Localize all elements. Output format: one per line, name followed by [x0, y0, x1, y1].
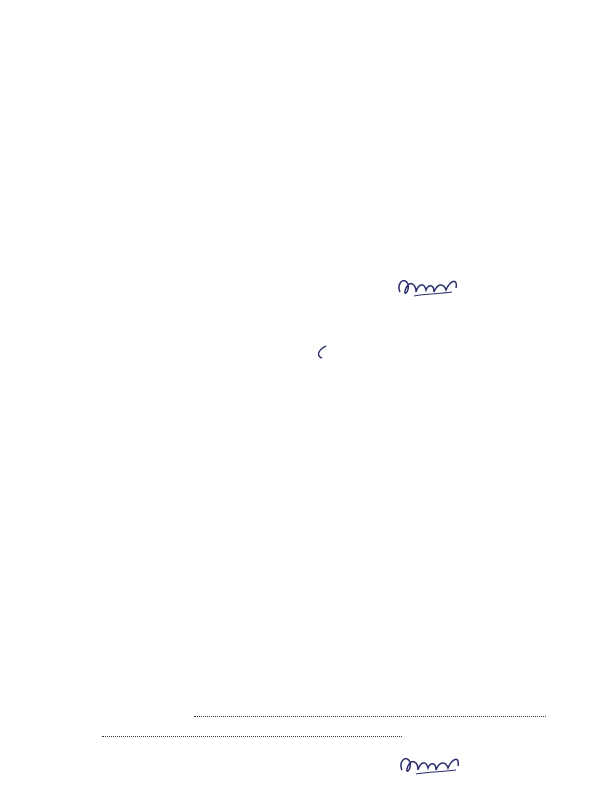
item-12-dotted-line-2 [102, 736, 402, 737]
initial-mark [314, 344, 330, 360]
signature-upper [394, 270, 464, 304]
signature-lower [396, 748, 468, 782]
item-12-dotted-line-1 [194, 716, 546, 717]
